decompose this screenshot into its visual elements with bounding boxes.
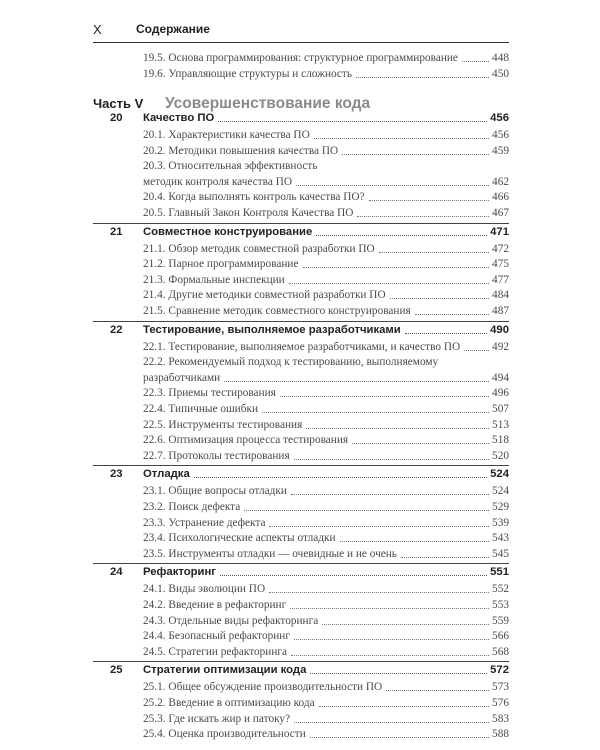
toc-entry[interactable] [143, 66, 509, 82]
toc-entry[interactable] [143, 127, 509, 143]
toc-entry[interactable] [143, 189, 509, 205]
dot-leader [294, 449, 489, 460]
entry-title: 25.3. Где искать жир и патоку? [143, 712, 291, 725]
toc-entry[interactable] [143, 241, 509, 257]
dot-leader [379, 242, 489, 253]
toc-entry[interactable] [143, 499, 509, 515]
toc-entry[interactable] [143, 303, 509, 319]
toc-entry[interactable] [143, 385, 509, 401]
entry-title-continuation: разработчиками [143, 371, 221, 384]
toc-entry[interactable] [143, 354, 509, 370]
dot-leader [314, 128, 489, 139]
toc-entry[interactable] [143, 711, 509, 727]
toc-entry[interactable] [143, 597, 509, 613]
entry-page: 576 [492, 697, 509, 709]
chapter-entry[interactable] [93, 224, 509, 241]
chapter-entry[interactable] [93, 466, 509, 483]
entry-page: 459 [492, 144, 509, 157]
dot-leader [340, 531, 489, 542]
toc-entry[interactable] [143, 432, 509, 448]
entry-title: 22.4. Типичные ошибки [143, 403, 259, 415]
page-number-roman: X [93, 22, 102, 37]
entry-page: 588 [492, 728, 509, 741]
toc-entry[interactable] [143, 50, 509, 66]
toc-entry[interactable] [143, 287, 509, 303]
chapter-number: 23 [110, 468, 123, 481]
chapter-page: 524 [490, 468, 509, 481]
entry-page: 520 [492, 449, 509, 462]
chapter-page: 551 [490, 566, 509, 579]
dot-leader [269, 516, 489, 527]
entry-page: 450 [492, 67, 509, 80]
chapter-title: Стратегии оптимизации кода [143, 664, 307, 677]
chapter-title: Качество ПО [143, 112, 215, 124]
entry-page: 583 [492, 712, 509, 725]
chapter-entry[interactable] [93, 110, 509, 127]
chapter-page: 471 [490, 225, 509, 238]
entry-title: 21.4. Другие методики совместной разработки ПО [143, 289, 386, 302]
entry-title: 22.2. Рекомендуемый подход к тестированию, выполняемому [143, 356, 439, 369]
dot-leader [405, 323, 487, 334]
chapter-number: 24 [110, 566, 123, 579]
entry-title: 23.4. Психологические аспекты отладки [143, 532, 336, 545]
toc-entry[interactable] [143, 530, 509, 546]
dot-leader [310, 727, 489, 738]
entry-page: 529 [492, 501, 509, 513]
dot-leader [218, 111, 487, 122]
entry-page: 467 [492, 207, 509, 219]
toc-entry[interactable] [143, 695, 509, 711]
dot-leader [294, 712, 489, 723]
dot-leader [464, 340, 489, 351]
dot-leader [224, 371, 489, 382]
dot-leader [319, 696, 489, 707]
chapter-number: 25 [110, 664, 123, 677]
toc-entry[interactable] [143, 613, 509, 629]
dot-leader [306, 418, 489, 429]
chapter-number: 20 [110, 112, 123, 124]
part-label: Часть V [93, 96, 144, 111]
toc-entry[interactable] [143, 679, 509, 695]
toc-entry[interactable] [143, 448, 509, 464]
dot-leader [262, 402, 489, 413]
entry-page: 559 [492, 614, 509, 627]
chapter-title: Рефакторинг [143, 566, 217, 579]
dot-leader [342, 144, 489, 155]
dot-leader [310, 663, 487, 674]
toc-entry[interactable] [143, 272, 509, 288]
dot-leader [291, 484, 489, 495]
entry-title: 22.6. Оптимизация процесса тестирования [143, 434, 349, 447]
entry-title: 19.5. Основа программирования: структурное программирование [143, 52, 458, 64]
entry-page: 573 [492, 681, 509, 694]
dot-leader [415, 304, 489, 315]
toc-entry[interactable] [143, 339, 509, 355]
entry-title: 22.1. Тестирование, выполняемое разработчиками, и качество ПО [143, 340, 461, 353]
entry-title: 24.1. Виды эволюции ПО [143, 583, 266, 596]
toc-entry[interactable] [143, 546, 509, 562]
toc-entry[interactable] [143, 158, 509, 174]
toc-entry[interactable] [143, 143, 509, 159]
entry-title: 21.2. Парное программирование [143, 258, 299, 271]
toc-entry[interactable] [143, 417, 509, 433]
entry-title: 25.1. Общее обсуждение производительности ПО [143, 681, 383, 694]
dot-leader [289, 273, 489, 284]
chapter-entry[interactable] [93, 662, 509, 679]
chapter-entry[interactable] [93, 564, 509, 581]
toc-entry[interactable] [143, 205, 509, 221]
entry-title: 21.1. Обзор методик совместной разработки ПО [143, 242, 375, 255]
chapter-title: Совместное конструирование [143, 225, 313, 238]
entry-page: 484 [492, 289, 509, 302]
entry-title: 24.2. Введение в рефакторинг [143, 599, 287, 611]
toc-entry[interactable] [143, 628, 509, 644]
dot-leader [352, 433, 489, 444]
entry-page: 524 [492, 485, 509, 498]
chapter-page: 490 [490, 323, 509, 336]
running-header [93, 22, 509, 43]
entry-title: 20.2. Методики повышения качества ПО [143, 144, 339, 157]
entry-page: 462 [492, 175, 509, 188]
dot-leader [356, 67, 489, 78]
entry-page: 552 [492, 583, 509, 596]
chapter-page: 456 [490, 112, 509, 124]
entry-page: 518 [492, 434, 509, 447]
entry-title: 24.5. Стратегии рефакторинга [143, 645, 288, 658]
dot-leader [316, 225, 487, 236]
dot-leader [291, 645, 489, 656]
entry-title-continuation: методик контроля качества ПО [143, 175, 293, 188]
chapter-title: Отладка [143, 468, 190, 481]
entry-page: 507 [492, 403, 509, 415]
dot-leader [220, 565, 487, 576]
toc-entry[interactable] [143, 515, 509, 531]
entry-title: 21.3. Формальные инспекции [143, 273, 285, 286]
entry-page: 543 [492, 532, 509, 545]
dot-leader [390, 288, 489, 299]
chapter-page: 572 [490, 664, 509, 677]
dot-leader [303, 257, 490, 268]
entry-page: 448 [492, 52, 509, 64]
entry-page: 492 [492, 340, 509, 353]
entry-title: 22.7. Протоколы тестирования [143, 449, 290, 462]
entry-page: 568 [492, 645, 509, 658]
entry-title: 24.4. Безопасный рефакторинг [143, 630, 290, 643]
toc-entry[interactable] [143, 401, 509, 417]
entry-title: 23.1. Общие вопросы отладки [143, 485, 287, 498]
entry-title: 24.3. Отдельные виды рефакторинга [143, 614, 319, 627]
chapter-number: 21 [110, 225, 123, 238]
entry-page: 494 [492, 371, 509, 384]
toc-entry[interactable] [143, 256, 509, 272]
entry-page: 496 [492, 387, 509, 400]
toc-entry-continuation[interactable] [143, 174, 509, 190]
entry-title: 20.1. Характеристики качества ПО [143, 129, 310, 141]
dot-leader [296, 175, 489, 186]
dot-leader [280, 386, 489, 397]
entry-title: 20.3. Относительная эффективность [143, 160, 318, 173]
entry-page: 545 [492, 547, 509, 560]
entry-page: 477 [492, 273, 509, 286]
entry-page: 475 [492, 258, 509, 271]
entry-title: 21.5. Сравнение методик совместного конструирования [143, 305, 411, 317]
toc-entry-continuation[interactable] [143, 370, 509, 386]
entry-title: 22.5. Инструменты тестирования [143, 418, 303, 431]
toc-entry[interactable] [143, 644, 509, 660]
entry-title: 20.5. Главный Закон Контроля Качества ПО [143, 207, 354, 219]
dot-leader [290, 598, 489, 609]
dot-leader [244, 500, 489, 511]
dot-leader [194, 467, 487, 478]
entry-title: 22.3. Приемы тестирования [143, 387, 276, 400]
dot-leader [462, 51, 489, 62]
chapter-entry[interactable] [93, 322, 509, 339]
dot-leader [401, 547, 489, 558]
toc-entry[interactable] [143, 726, 509, 742]
entry-page: 539 [492, 516, 509, 529]
entry-title: 23.2. Поиск дефекта [143, 501, 241, 513]
dot-leader [386, 680, 489, 691]
entry-page: 472 [492, 242, 509, 255]
chapter-title: Тестирование, выполняемое разработчиками [143, 323, 401, 336]
entry-page: 466 [492, 191, 509, 204]
dot-leader [322, 614, 489, 625]
toc-entry[interactable] [143, 483, 509, 499]
dot-leader [369, 190, 489, 201]
entry-title: 23.5. Инструменты отладки — очевидные и не очень [143, 547, 397, 560]
chapter-number: 22 [110, 323, 123, 336]
entry-page: 456 [492, 129, 509, 141]
entry-page: 513 [492, 418, 509, 431]
entry-title: 23.3. Устранение дефекта [143, 516, 266, 529]
running-title: Содержание [136, 22, 210, 36]
dot-leader [269, 582, 489, 593]
entry-page: 487 [492, 305, 509, 317]
dot-leader [294, 629, 489, 640]
entry-title: 20.4. Когда выполнять контроль качества ПО? [143, 191, 365, 204]
entry-title: 19.6. Управляющие структуры и сложность [143, 67, 353, 80]
dot-leader [357, 206, 489, 217]
toc-entry[interactable] [143, 581, 509, 597]
entry-title: 25.4. Оценка производительности [143, 728, 306, 741]
entry-page: 566 [492, 630, 509, 643]
entry-page: 553 [492, 599, 509, 611]
entry-title: 25.2. Введение в оптимизацию кода [143, 697, 315, 709]
part-title: Усовершенствование кода [165, 95, 371, 112]
